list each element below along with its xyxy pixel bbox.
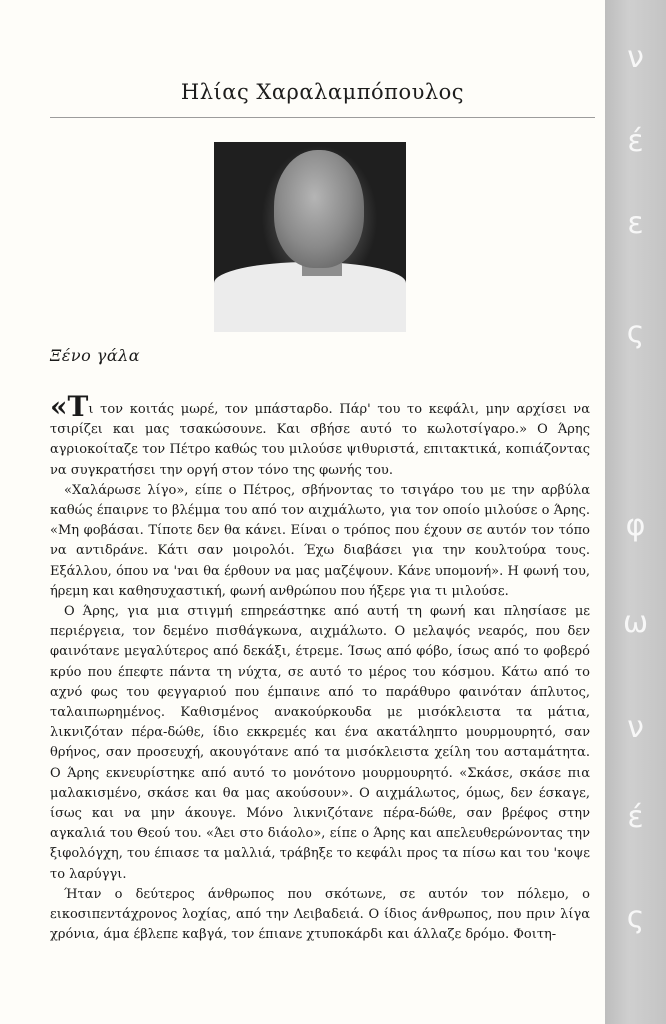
side-letter: φ (625, 508, 646, 543)
paragraph: «Χαλάρωσε λίγο», είπε ο Πέτρος, σβήνοντας το τσιγάρο του με την αρβύλα καθώς έπαιρνε το βλέμμα του από τον αιχμάλωτο, για τον οποίο μιλούσε ο Άρης. «Μη φοβάσαι. Τίποτε δεν θα κάνει. Είναι ο τρόπος που έχουν σε αυτόν τον τόπο να αντιδράνε. Κάτι σαν μοιρολόι. Έχω διαβάσει για την κουλτούρα τους. Εξάλλου, όπου να 'ναι θα έρθουν να μας μαζέψουν. Κάνε υπομονή». Η φωνή του, ήρεμη και καθησυχαστική, φωνή ανθρώπου που ήξερε για τι μιλούσε. (50, 482, 590, 599)
side-letter: ν (627, 40, 644, 75)
side-letter: ς (626, 900, 645, 935)
story-title: Ξένο γάλα (50, 346, 141, 365)
side-letter: έ (627, 124, 644, 159)
author-photo (214, 142, 406, 332)
author-name: Ηλίας Χαραλαμπόπουλος (180, 80, 465, 104)
paragraph-text: ι τον κοιτάς μωρέ, τον μπάσταρδο. Πάρ' του το κεφάλι, μην αρχίσει να τσιρίζει και μας τσακώσουνε. Και σβήσε αυτό το κωλοτσίγαρο.» Ο Άρης αγριοκοίταζε τον Πέτρο καθώς του μιλούσε ψιθυριστά, επιτακτικά, κοπιάζοντας να συγκρατήσει την οργή στον τόνο της φωνής του. (50, 402, 590, 478)
story-body (50, 390, 590, 945)
drop-cap: «Τ (50, 390, 89, 423)
paragraph: Ο Άρης, για μια στιγμή επηρεάστηκε από αυτή τη φωνή και πλησίασε με περιέργεια, τον δεμένο πισθάγκωνα, αιχμάλωτο. Ο μελαψός νεαρός, που δεν φαινότανε μεγαλύτερος από δεκάξι, έτρεμε. Ίσως από φόβο, ίσως από το φοβερό κρύο που έπεφτε πάντα τη νύχτα, σε αυτό το μέρος του κόσμου. Κάτω από το αχνό φως του φεγγαριού που έμπαινε από το παράθυρο φαινόταν άπλυτος, ταλαιπωρημένος. Καθισμένος ανακούρκουδα με μισόκλειστα τα μάτια, λικνιζόταν πέρα-δώθε, ίδιο εκκρεμές και ένα ακατάληπτο μουρμουρητό, σαν θρήνος, σαν προσευχή, ακουγότανε από τα μισόκλειστα χείλη του ασταμάτητα. Ο Άρης εκνευρίστηκε από αυτό το μονότονο μουρμουρητό. «Σκάσε, σκάσε πια μαλακισμένο, σκάσε και θα μας ακούσουν». Ο αιχμάλωτος, όμως, δεν έσκαγε, ίσως και να μην άκουγε. Μόνο λικνιζότανε πέρα-δώθε, σαν βρέφος στην αγκαλιά του Θεού του. «Άει στο διάολο», είπε ο Άρης και απελευθερώνοντας την ξιφολόγχη, του έπιασε τα μαλλιά, τράβηξε το κεφάλι προς τα πίσω και του 'κοψε το λαρύγγι. (50, 604, 590, 882)
side-letter: ω (622, 605, 649, 640)
side-letter: ς (626, 315, 645, 350)
side-strip (605, 0, 666, 1024)
side-letter: ε (627, 206, 644, 241)
paragraph (50, 390, 590, 481)
side-letter: έ (627, 800, 644, 835)
paragraph: Ήταν ο δεύτερος άνθρωπος που σκότωνε, σε αυτόν τον πόλεμο, ο εικοσιπεντάχρονος λοχίας, από την Λειβαδειά. Ο ίδιος άνθρωπος, που πριν λίγα χρόνια, άμα έβλεπε καβγά, τον έπιανε χτυποκάρδι και άλλαζε δρόμο. Φοιτη- (50, 886, 590, 943)
photo-head (274, 150, 364, 268)
title-divider (50, 117, 595, 118)
side-letter: ν (627, 710, 644, 745)
